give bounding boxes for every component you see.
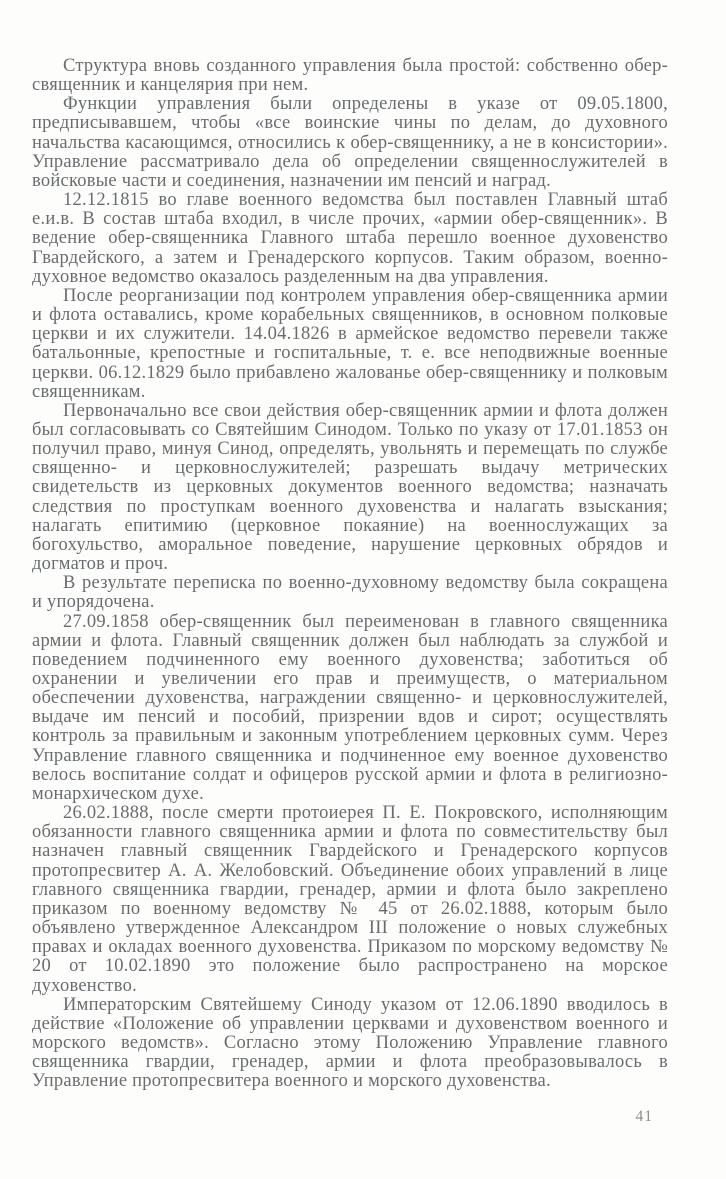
page-number: 41: [635, 1108, 653, 1125]
paragraph-reorganization-1826-1829: После реорганизации под контролем управления обер-священника армии и флота оставались, кроме корабельных священников, в основном полковые церкви и их служители. 14.04.1826 в армейское ведомство перевели также батальонные, крепостные и госпитальные, т. е. все неподвижные военные церкви. 06.12.1829 было прибавлено жалованье обер-священнику и полковым священникам.: [32, 285, 668, 402]
paragraph-functions-decree-1800: Функции управления были определены в указе от 09.05.1800, предписывавшем, чтобы «все воинские чины по делам, до духовного начальства касающимся, относились к обер-священнику, а не в консистории». Управление рассматривало дела об определении священнослужителей в войсковые части и соединения, назначении им пенсий и наград.: [32, 94, 668, 191]
paragraph-chief-priest-1858: 27.09.1858 обер-священник был переименован в главного священника армии и флота. Главный священник должен был наблюдать за службой и поведением подчиненного ему военного духовенства; заботиться об охранении и увеличении его прав и преимуществ, о материальном обеспечении духовенства, награждении священно- и церковнослужителей, выдаче им пенсий и пособий, призрении вдов и сирот; осуществлять контроль за правильным и законным употреблением церковных сумм. Через Управление главного священника и подчиненное ему военное духовенство велось воспитание солдат и офицеров русской армии и флота в религиозно-монархическом духе.: [32, 611, 668, 804]
paragraph-zhelobovsky-1888: 26.02.1888, после смерти протоиерея П. Е. Покровского, исполняющим обязанности главного священника армии и флота по совместительству был назначен главный священник Гвардейского и Гренадерского корпусов протопресвитер А. А. Желобовский. Объединение обоих управлений в лице главного священника гвардии, гренадер, армии и флота было закреплено приказом по военному ведомству № 45 от 26.02.1888, которым было объявлено утвержденное Александром III положение о новых служебных правах и окладах военного духовенства. Приказом по морскому ведомству № 20 от 10.02.1890 это положение было распространено на морское духовенство.: [32, 803, 668, 996]
paragraph-regulation-1890: Императорским Святейшему Синоду указом от 12.06.1890 вводилось в действие «Положение об управлении церквами и духовенством военного и морского ведомств». Согласно этому Положению Управление главного священника гвардии, гренадер, армии и флота преобразовывалось в Управление протопресвитера военного и морского духовенства.: [32, 994, 668, 1092]
paragraph-synod-decree-1853: Первоначально все свои действия обер-священник армии и флота должен был согласовывать со Святейшим Синодом. Только по указу от 17.01.1853 он получил право, минуя Синод, определять, увольнять и перемещать по службе священно- и церковнослужителей; разрешать выдачу метрических свидетельств из церковных документов военного ведомства; назначать следствия по проступкам военного духовенства и налагать взыскания; налагать епитимию (церковное покаяние) на военнослужащих за богохульство, аморальное поведение, нарушение церковных обрядов и догматов и проч.: [32, 400, 668, 575]
body-text-block: [32, 57, 668, 1091]
paragraph-general-staff-1815: 12.12.1815 во главе военного ведомства был поставлен Главный штаб е.и.в. В состав штаба входил, в числе прочих, «армии обер-священник». В ведение обер-священника Главного штаба перешло военное духовенство Гвардейского, а затем и Гренадерского корпусов. Таким образом, военно-духовное ведомство оказалось разделенным на два управления.: [32, 190, 668, 287]
paragraph-structure: Структура вновь созданного управления была простой: собственно обер-священник и канцелярия при нем.: [32, 56, 668, 96]
paragraph-correspondence-result: В результате переписка по военно-духовному ведомству была сокращена и упорядочена.: [32, 573, 668, 613]
